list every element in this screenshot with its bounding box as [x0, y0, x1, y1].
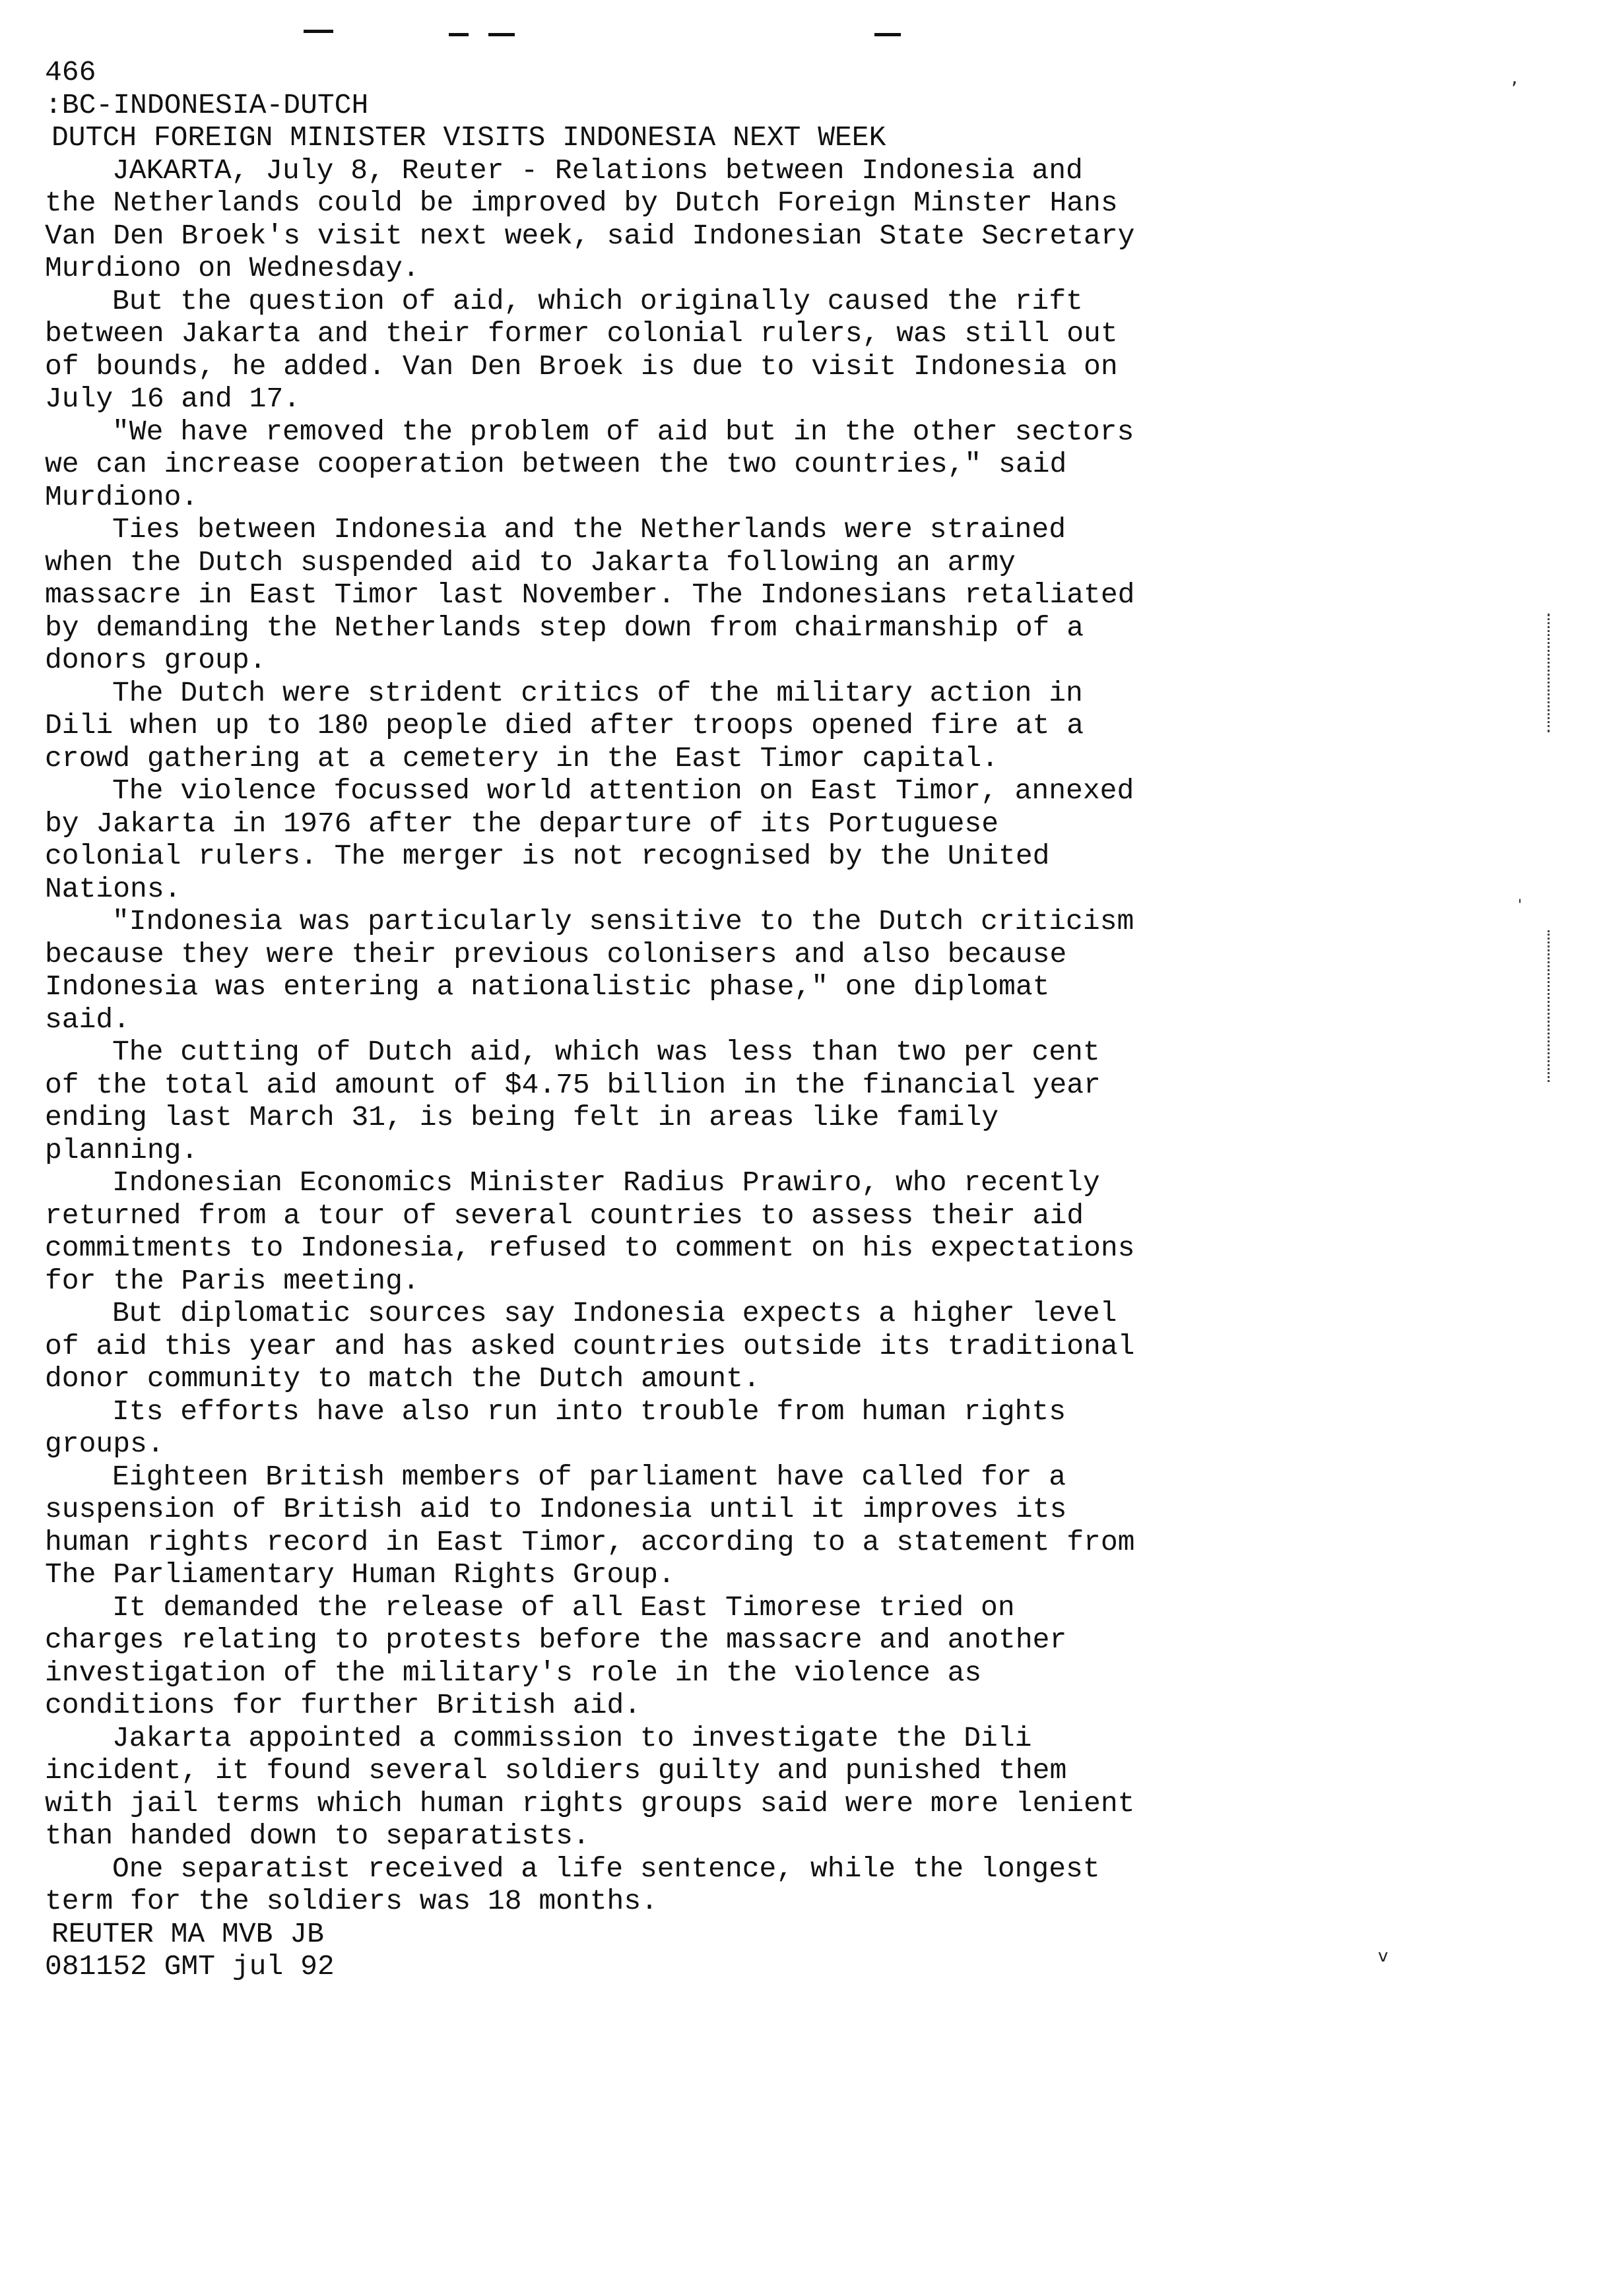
margin-rule — [1548, 614, 1550, 732]
paragraph — [45, 677, 1253, 775]
text-line: The Dutch were strident critics of the military action in — [112, 676, 1083, 709]
headline: DUTCH FOREIGN MINISTER VISITS INDONESIA NEXT WEEK — [51, 121, 886, 154]
text-line: Indonesian Economics Minister Radius Prawiro, who recently — [112, 1166, 1100, 1199]
text-line: of the total aid amount of $4.75 billion in the financial year — [45, 1068, 1101, 1101]
timestamp: 081152 GMT jul 92 — [45, 1950, 335, 1983]
text-line: But diplomatic sources say Indonesia expects a higher level — [112, 1297, 1117, 1329]
text-line: It demanded the release of all East Timorese tried on — [112, 1591, 1015, 1624]
text-line: Jakarta appointed a commission to investigate the Dili — [112, 1721, 1032, 1754]
paragraph — [45, 905, 1253, 1036]
text-line: Dili when up to 180 people died after troops opened fire at a — [45, 709, 1084, 742]
text-line: July 16 and 17. — [45, 383, 301, 415]
text-line: of bounds, he added. Van Den Broek is due to visit Indonesia on — [45, 350, 1118, 383]
text-line: JAKARTA, July 8, Reuter - Relations between Indonesia and — [112, 154, 1083, 187]
text-line: Van Den Broek's visit next week, said Indonesian State Secretary — [45, 219, 1135, 252]
text-line: we can increase cooperation between the two countries," said — [45, 448, 1067, 480]
header-dash — [874, 33, 901, 36]
text-line: human rights record in East Timor, according to a statement from — [45, 1525, 1135, 1558]
header-dash — [449, 33, 469, 36]
margin-mark: , — [1511, 66, 1518, 89]
paragraph — [45, 1722, 1253, 1853]
paragraph — [45, 775, 1253, 905]
text-line: But the question of aid, which originally caused the rift — [112, 284, 1083, 317]
text-line: Nations. — [45, 872, 181, 905]
wire-story — [45, 56, 1253, 1983]
text-line: donors group. — [45, 644, 267, 676]
paragraph — [45, 285, 1253, 416]
text-line: for the Paris meeting. — [45, 1264, 420, 1297]
paragraph — [45, 1166, 1253, 1297]
text-line: term for the soldiers was 18 months. — [45, 1885, 658, 1917]
paragraph — [45, 1395, 1253, 1461]
text-line: crowd gathering at a cemetery in the East Timor capital. — [45, 742, 999, 775]
text-line: Indonesia was entering a nationalistic phase," one diplomat — [45, 971, 1050, 1003]
text-line: "Indonesia was particularly sensitive to the Dutch criticism — [112, 905, 1134, 938]
text-line: by Jakarta in 1976 after the departure of its Portuguese — [45, 807, 999, 840]
paragraph — [45, 513, 1253, 677]
paragraph — [45, 1036, 1253, 1166]
text-line: Ties between Indonesia and the Netherlands were strained — [112, 513, 1066, 546]
text-line: donor community to match the Dutch amount. — [45, 1362, 760, 1395]
text-line: with jail terms which human rights groups said were more lenient — [45, 1787, 1135, 1820]
text-line: "We have removed the problem of aid but in the other sectors — [112, 415, 1134, 448]
page-number: 466 — [45, 56, 96, 88]
text-line: The cutting of Dutch aid, which was less than two per cent — [112, 1036, 1100, 1068]
text-line: Its efforts have also run into trouble from human rights — [112, 1395, 1066, 1428]
paragraph — [45, 1853, 1253, 1918]
text-line: incident, it found several soldiers guilty and punished them — [45, 1754, 1067, 1787]
paragraph — [45, 1461, 1253, 1591]
text-line: ending last March 31, is being felt in areas like family — [45, 1101, 999, 1133]
text-line: returned from a tour of several countries to assess their aid — [45, 1199, 1084, 1232]
story-slug: :BC-INDONESIA-DUTCH — [45, 88, 369, 121]
paragraph — [45, 416, 1253, 514]
signoff: REUTER MA MVB JB — [51, 1917, 324, 1950]
text-line: charges relating to protests before the massacre and another — [45, 1624, 1067, 1656]
text-line: commitments to Indonesia, refused to comment on his expectations — [45, 1232, 1135, 1264]
text-line: One separatist received a life sentence, while the longest — [112, 1852, 1100, 1885]
text-line: colonial rulers. The merger is not recognised by the United — [45, 840, 1050, 872]
text-line: conditions for further British aid. — [45, 1689, 641, 1721]
margin-mark: ' — [1518, 897, 1523, 914]
paragraph — [45, 1297, 1253, 1395]
text-line: than handed down to separatists. — [45, 1820, 590, 1852]
header-dash — [488, 33, 515, 36]
text-line: groups. — [45, 1428, 164, 1460]
story-body — [45, 154, 1253, 1918]
paragraph — [45, 1591, 1253, 1722]
text-line: by demanding the Netherlands step down from chairmanship of a — [45, 611, 1084, 644]
margin-mark: v — [1378, 1946, 1389, 1966]
text-line: Eighteen British members of parliament have called for a — [112, 1460, 1066, 1493]
text-line: planning. — [45, 1133, 199, 1166]
text-line: said. — [45, 1003, 131, 1036]
text-line: massacre in East Timor last November. The Indonesians retaliated — [45, 579, 1135, 611]
margin-rule — [1548, 930, 1550, 1082]
text-line: the Netherlands could be improved by Dutch Foreign Minster Hans — [45, 187, 1118, 219]
text-line: investigation of the military's role in the violence as — [45, 1656, 982, 1689]
paragraph — [45, 154, 1253, 285]
text-line: The Parliamentary Human Rights Group. — [45, 1558, 675, 1591]
text-line: because they were their previous colonisers and also because — [45, 938, 1067, 971]
text-line: Murdiono. — [45, 480, 199, 513]
text-line: of aid this year and has asked countries outside its traditional — [45, 1329, 1135, 1362]
text-line: between Jakarta and their former colonial rulers, was still out — [45, 317, 1118, 350]
text-line: when the Dutch suspended aid to Jakarta following an army — [45, 546, 1016, 579]
header-dash — [304, 30, 333, 33]
text-line: Murdiono on Wednesday. — [45, 252, 420, 284]
text-line: suspension of British aid to Indonesia until it improves its — [45, 1493, 1067, 1525]
text-line: The violence focussed world attention on East Timor, annexed — [112, 775, 1134, 807]
